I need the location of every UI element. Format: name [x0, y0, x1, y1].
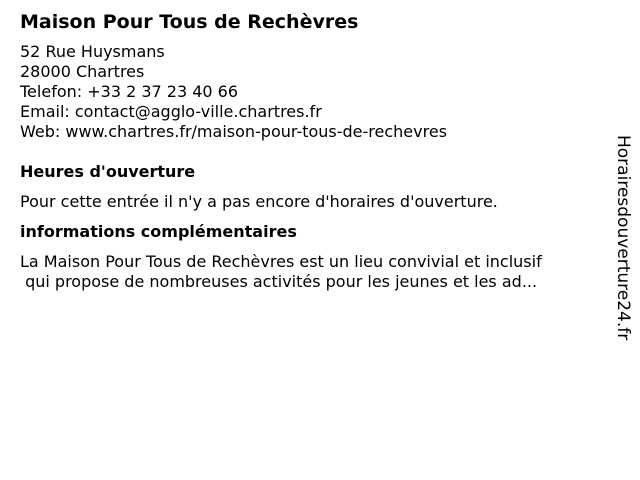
- opening-hours-text: Pour cette entrée il n'y a pas encore d'horaires d'ouverture.: [20, 192, 498, 211]
- site-brand-vertical: Horairesdouverture24.fr: [613, 135, 633, 341]
- website-address: Web: www.chartres.fr/maison-pour-tous-de-rechevres: [20, 122, 448, 141]
- page-title: Maison Pour Tous de Rechèvres: [20, 11, 359, 33]
- listing-card: [20, 10, 610, 292]
- city-postcode: 28000 Chartres: [20, 62, 145, 81]
- email-address: Email: contact@agglo-ville.chartres.fr: [20, 102, 322, 121]
- additional-info-text: [20, 252, 610, 292]
- opening-hours-heading: Heures d'ouverture: [20, 162, 196, 181]
- additional-info-line-1: La Maison Pour Tous de Rechèvres est un lieu convivial et inclusif: [20, 252, 542, 271]
- phone-number: Telefon: +33 2 37 23 40 66: [20, 82, 239, 101]
- additional-info-line-2: qui propose de nombreuses activités pour les jeunes et les ad...: [20, 272, 538, 291]
- street-address: 52 Rue Huysmans: [20, 42, 165, 61]
- address-block: [20, 42, 610, 142]
- additional-info-heading: informations complémentaires: [20, 222, 297, 241]
